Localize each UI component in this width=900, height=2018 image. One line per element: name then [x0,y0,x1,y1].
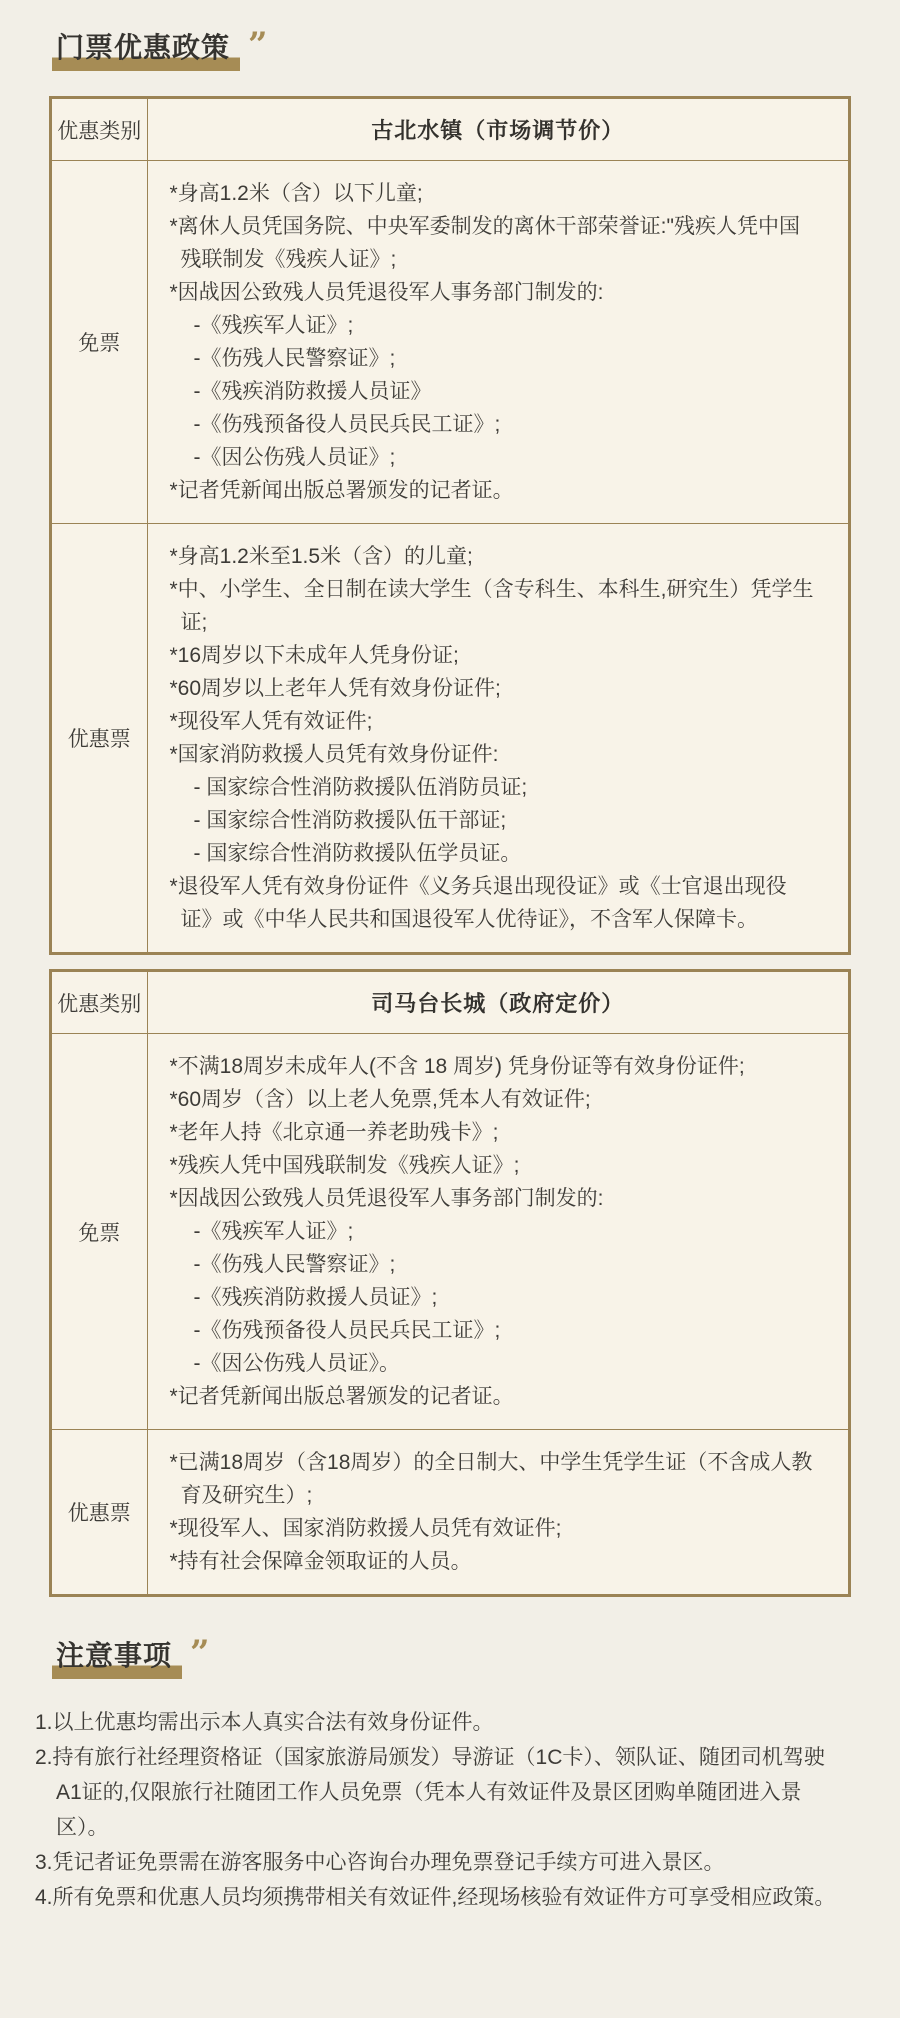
text-line: -《伤残人民警察证》; [193,347,396,371]
simatai-policy-table [50,970,850,1596]
text-line: *身高1.2米至1.5米（含）的儿童; [169,545,473,569]
text-line: -《伤残人民警察证》; [193,1253,396,1277]
text-line: *16周岁以下未成年人凭身份证; [169,644,459,668]
text-line: -《残疾消防救援人员证》; [193,1286,438,1310]
text-line: *记者凭新闻出版总署颁发的记者证。 [169,1385,514,1409]
gubei-venue-header: 古北水镇（市场调节价） [147,98,849,161]
table-row [51,524,849,954]
text-line: *已满18周岁（含18周岁）的全日制大、中学生凭学生证（不含成人教育及研究生）; [169,1451,813,1508]
gubei-discount-details [147,524,849,954]
text-line: - 国家综合性消防救援队伍学员证。 [193,842,522,866]
text-line: -《残疾军人证》; [193,1220,354,1244]
text-line: *离休人员凭国务院、中央军委制发的离休干部荣誉证:"残疾人凭中国残联制发《残疾人证》; [169,215,800,272]
notes-title: 注意事项 [52,1640,182,1679]
simatai-discount-details [147,1430,849,1596]
table-header-row [51,98,849,161]
text-line: - 国家综合性消防救援队伍干部证; [193,809,507,833]
text-line: *因战因公致残人员凭退役军人事务部门制发的: [169,1187,604,1211]
text-line: *国家消防救援人员凭有效身份证件: [169,743,499,767]
text-line: *残疾人凭中国残联制发《残疾人证》; [169,1154,520,1178]
table-row [51,1034,849,1430]
text-line: -《因公伤残人员证》。 [193,1352,400,1376]
notes-list [35,1705,850,1915]
text-line: - 国家综合性消防救援队伍消防员证; [193,776,528,800]
text-line: 4.所有免票和优惠人员均须携带相关有效证件,经现场核验有效证件方可享受相应政策。 [35,1886,836,1910]
section-title-notes [52,1633,850,1679]
text-line: *60周岁（含）以上老人免票,凭本人有效证件; [169,1088,591,1112]
section-title-ticket-policy [52,25,850,71]
text-line: 1.以上优惠均需出示本人真实合法有效身份证件。 [35,1711,494,1735]
text-line: *不满18周岁未成年人(不含 18 周岁) 凭身份证等有效身份证件; [169,1055,745,1079]
text-line: 3.凭记者证免票需在游客服务中心咨询台办理免票登记手续方可进入景区。 [35,1851,725,1875]
text-line: *老年人持《北京通一养老助残卡》; [169,1121,499,1145]
text-line: *中、小学生、全日制在读大学生（含专科生、本科生,研究生）凭学生证; [169,578,814,635]
text-line: -《残疾军人证》; [193,314,354,338]
text-line: *因战因公致残人员凭退役军人事务部门制发的: [169,281,604,305]
simatai-free-category: 免票 [51,1034,147,1430]
text-line: 2.持有旅行社经理资格证（国家旅游局颁发）导游证（1C卡）、领队证、随团司机驾驶A1证的,仅限旅行社随团工作人员免票（凭本人有效证件及景区团购单随团进入景区）。 [35,1746,825,1840]
table-header-row [51,971,849,1034]
quote-icon: ” [248,25,268,65]
text-line: *现役军人、国家消防救援人员凭有效证件; [169,1517,562,1541]
category-column-header: 优惠类别 [51,971,147,1034]
table-row [51,161,849,524]
text-line: -《伤残预备役人员民兵民工证》; [193,413,501,437]
text-line: *现役军人凭有效证件; [169,710,373,734]
text-line: -《因公伤残人员证》; [193,446,396,470]
text-line: *身高1.2米（含）以下儿童; [169,182,423,206]
simatai-discount-category: 优惠票 [51,1430,147,1596]
ticket-policy-section [50,25,850,1596]
ticket-policy-title: 门票优惠政策 [52,32,240,71]
text-line: *记者凭新闻出版总署颁发的记者证。 [169,479,514,503]
text-line: -《残疾消防救援人员证》 [193,380,432,404]
gubei-free-details [147,161,849,524]
gubei-discount-category: 优惠票 [51,524,147,954]
simatai-venue-header: 司马台长城（政府定价） [147,971,849,1034]
simatai-free-details [147,1034,849,1430]
table-row [51,1430,849,1596]
notes-section [35,1633,850,1915]
category-column-header: 优惠类别 [51,98,147,161]
text-line: *60周岁以上老年人凭有效身份证件; [169,677,501,701]
text-line: *持有社会保障金领取证的人员。 [169,1550,472,1574]
gubei-policy-table [50,97,850,954]
text-line: *退役军人凭有效身份证件《义务兵退出现役证》或《士官退出现役证》或《中华人民共和国退役军人优待证》，不含军人保障卡。 [169,875,787,932]
quote-icon: ” [190,1633,210,1674]
gubei-free-category: 免票 [51,161,147,524]
text-line: -《伤残预备役人员民兵民工证》; [193,1319,501,1343]
